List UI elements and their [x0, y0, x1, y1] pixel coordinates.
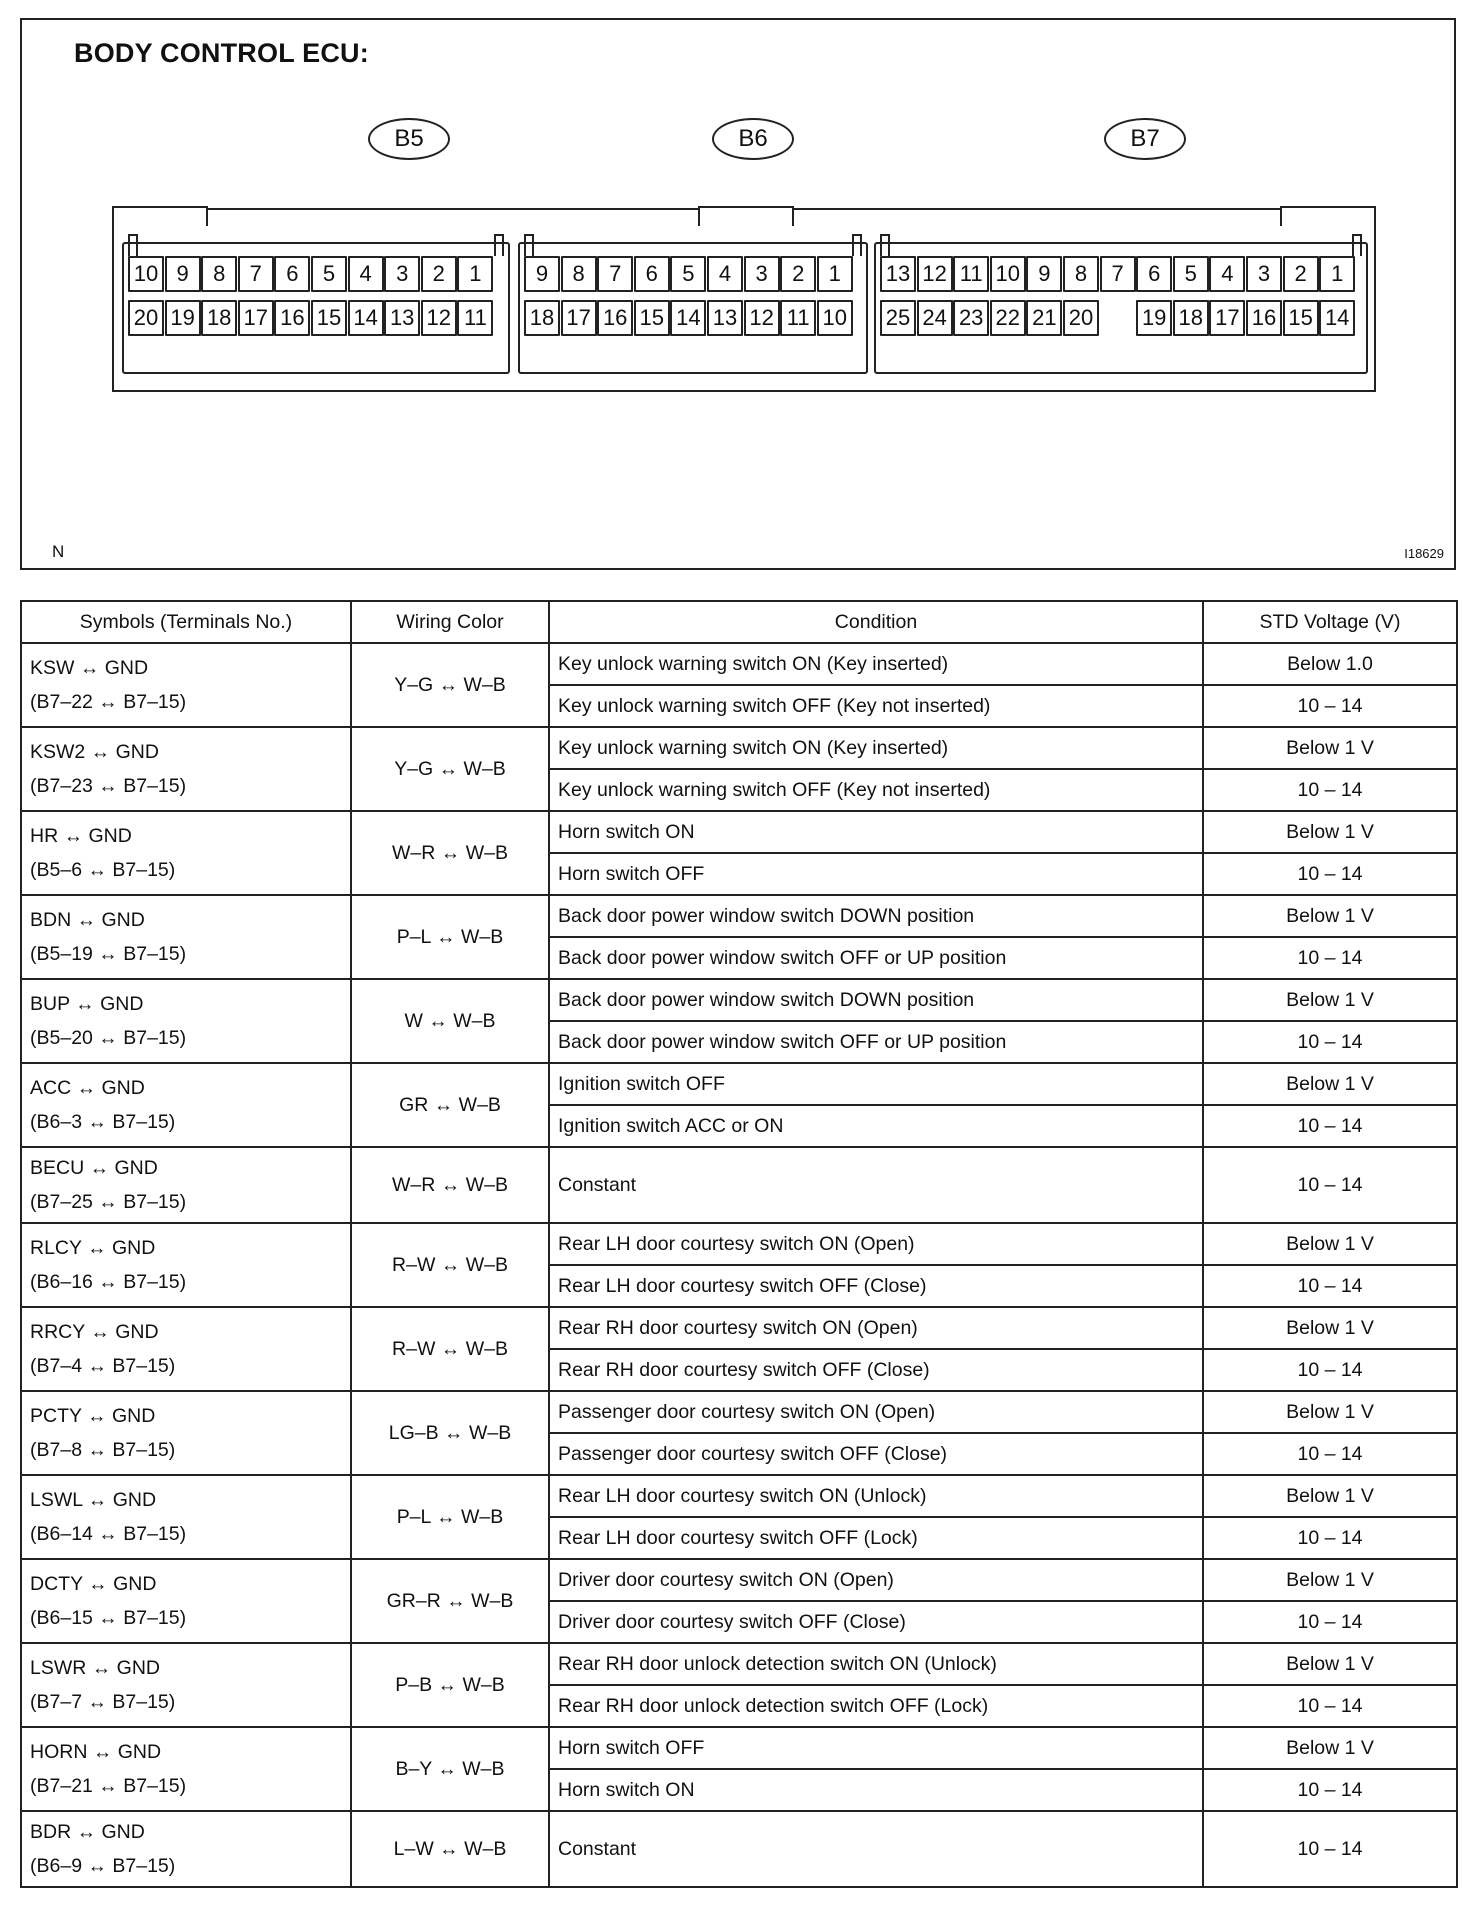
- pin-b7-25: 25: [880, 300, 916, 336]
- pin-b6-6: 6: [634, 256, 670, 292]
- cell-symbol: [21, 1307, 351, 1391]
- pin-b7-21: 21: [1026, 300, 1062, 336]
- cell-std-voltage: Below 1 V: [1203, 811, 1457, 853]
- cell-symbol: [21, 811, 351, 895]
- header-std-voltage: STD Voltage (V): [1203, 601, 1457, 643]
- pin-b5-20: 20: [128, 300, 164, 336]
- pin-b7-22: 22: [990, 300, 1026, 336]
- table-row: [21, 643, 1457, 685]
- table-row: [21, 1559, 1457, 1601]
- connector-label-b5: B5: [368, 118, 450, 160]
- figure-corner-label: N: [52, 542, 65, 561]
- table-row: [21, 1147, 1457, 1223]
- cell-wiring-color: W–R ↔ W–B: [351, 811, 549, 895]
- cell-std-voltage: 10 – 14: [1203, 1517, 1457, 1559]
- pin-b7-16: 16: [1246, 300, 1282, 336]
- pin-b6-13: 13: [707, 300, 743, 336]
- pin-b7-18: 18: [1173, 300, 1209, 336]
- pin-b6-10: 10: [817, 300, 853, 336]
- table-row: [21, 1727, 1457, 1769]
- cell-condition: Back door power window switch DOWN position: [549, 979, 1203, 1021]
- cell-wiring-color: W ↔ W–B: [351, 979, 549, 1063]
- terminal-numbers: (B6–16 ↔ B7–15): [30, 1271, 187, 1293]
- cell-std-voltage: 10 – 14: [1203, 1769, 1457, 1811]
- voltage-table: [20, 600, 1458, 1888]
- cell-condition: Rear RH door unlock detection switch ON (Unlock): [549, 1643, 1203, 1685]
- cell-condition: Passenger door courtesy switch OFF (Close): [549, 1433, 1203, 1475]
- cell-std-voltage: Below 1 V: [1203, 1727, 1457, 1769]
- cell-condition: Back door power window switch DOWN position: [549, 895, 1203, 937]
- pin-b7-15: 15: [1283, 300, 1319, 336]
- pin-b5-11: 11: [457, 300, 493, 336]
- pin-b7-13: 13: [880, 256, 916, 292]
- terminal-numbers: (B7–22 ↔ B7–15): [30, 691, 187, 713]
- cell-condition: Key unlock warning switch OFF (Key not inserted): [549, 769, 1203, 811]
- pin-b5-9: 9: [165, 256, 201, 292]
- table-header-row: [21, 601, 1457, 643]
- header-symbols: Symbols (Terminals No.): [21, 601, 351, 643]
- cell-condition: Constant: [549, 1147, 1203, 1223]
- pin-b6-18: 18: [524, 300, 560, 336]
- pin-b7-12: 12: [917, 256, 953, 292]
- cell-condition: Rear RH door courtesy switch OFF (Close): [549, 1349, 1203, 1391]
- pin-b6-1: 1: [817, 256, 853, 292]
- pin-b6-2: 2: [780, 256, 816, 292]
- pin-b5-6: 6: [274, 256, 310, 292]
- symbol-name: DCTY ↔ GND: [30, 1573, 157, 1595]
- symbol-name: BDN ↔ GND: [30, 909, 145, 931]
- pin-b7-4: 4: [1209, 256, 1245, 292]
- table-row: [21, 727, 1457, 769]
- header-wiring-color: Wiring Color: [351, 601, 549, 643]
- cell-condition: Back door power window switch OFF or UP position: [549, 1021, 1203, 1063]
- cell-symbol: [21, 895, 351, 979]
- cell-std-voltage: 10 – 14: [1203, 1433, 1457, 1475]
- cell-wiring-color: B–Y ↔ W–B: [351, 1727, 549, 1811]
- cell-std-voltage: 10 – 14: [1203, 1349, 1457, 1391]
- pin-b7-20: 20: [1063, 300, 1099, 336]
- pin-b5-2: 2: [421, 256, 457, 292]
- connector-b7: [874, 242, 1368, 374]
- pin-b5-4: 4: [348, 256, 384, 292]
- pin-b7-5: 5: [1173, 256, 1209, 292]
- cell-condition: Key unlock warning switch ON (Key inserted): [549, 643, 1203, 685]
- cell-condition: Horn switch ON: [549, 811, 1203, 853]
- connector-latch: [524, 234, 534, 256]
- cell-std-voltage: 10 – 14: [1203, 1021, 1457, 1063]
- pin-b6-8: 8: [561, 256, 597, 292]
- housing-tab-right: [1280, 206, 1376, 226]
- pin-b6-12: 12: [744, 300, 780, 336]
- pin-b6-5: 5: [670, 256, 706, 292]
- cell-wiring-color: GR–R ↔ W–B: [351, 1559, 549, 1643]
- connector-figure: [20, 18, 1456, 570]
- pin-b7-10: 10: [990, 256, 1026, 292]
- pin-b7-2: 2: [1283, 256, 1319, 292]
- connector-latch: [852, 234, 862, 256]
- cell-wiring-color: Y–G ↔ W–B: [351, 727, 549, 811]
- cell-symbol: [21, 1559, 351, 1643]
- pin-b6-11: 11: [780, 300, 816, 336]
- connector-latch: [128, 234, 138, 256]
- pin-b7-blank: [1100, 300, 1136, 336]
- connector-b5: [122, 242, 510, 374]
- figure-reference-code: I18629: [1404, 546, 1444, 561]
- cell-symbol: [21, 1727, 351, 1811]
- cell-condition: Key unlock warning switch ON (Key inserted): [549, 727, 1203, 769]
- pin-b6-16: 16: [597, 300, 633, 336]
- table-row: [21, 1391, 1457, 1433]
- pin-b6-4: 4: [707, 256, 743, 292]
- cell-condition: Rear LH door courtesy switch OFF (Lock): [549, 1517, 1203, 1559]
- symbol-name: RRCY ↔ GND: [30, 1321, 159, 1343]
- cell-condition: Rear LH door courtesy switch ON (Open): [549, 1223, 1203, 1265]
- cell-symbol: [21, 1223, 351, 1307]
- table-row: [21, 1307, 1457, 1349]
- cell-symbol: [21, 643, 351, 727]
- cell-std-voltage: Below 1 V: [1203, 1643, 1457, 1685]
- terminal-numbers: (B7–25 ↔ B7–15): [30, 1191, 187, 1213]
- pin-b5-5: 5: [311, 256, 347, 292]
- terminal-numbers: (B7–4 ↔ B7–15): [30, 1355, 176, 1377]
- cell-symbol: [21, 979, 351, 1063]
- cell-std-voltage: 10 – 14: [1203, 1685, 1457, 1727]
- cell-condition: Constant: [549, 1811, 1203, 1887]
- pin-b7-17: 17: [1209, 300, 1245, 336]
- table-row: [21, 979, 1457, 1021]
- cell-std-voltage: 10 – 14: [1203, 769, 1457, 811]
- cell-wiring-color: P–B ↔ W–B: [351, 1643, 549, 1727]
- symbol-name: HR ↔ GND: [30, 825, 132, 847]
- cell-std-voltage: Below 1.0: [1203, 643, 1457, 685]
- table-row: [21, 895, 1457, 937]
- cell-std-voltage: 10 – 14: [1203, 1601, 1457, 1643]
- terminal-numbers: (B7–7 ↔ B7–15): [30, 1691, 176, 1713]
- cell-condition: Ignition switch OFF: [549, 1063, 1203, 1105]
- cell-std-voltage: 10 – 14: [1203, 937, 1457, 979]
- table-row: [21, 811, 1457, 853]
- terminal-numbers: (B6–14 ↔ B7–15): [30, 1523, 187, 1545]
- cell-symbol: [21, 1811, 351, 1887]
- cell-std-voltage: Below 1 V: [1203, 1475, 1457, 1517]
- pin-b5-8: 8: [201, 256, 237, 292]
- cell-std-voltage: 10 – 14: [1203, 1147, 1457, 1223]
- cell-wiring-color: Y–G ↔ W–B: [351, 643, 549, 727]
- terminal-numbers: (B6–9 ↔ B7–15): [30, 1855, 176, 1877]
- symbol-name: LSWL ↔ GND: [30, 1489, 157, 1511]
- pin-b6-14: 14: [670, 300, 706, 336]
- cell-wiring-color: W–R ↔ W–B: [351, 1147, 549, 1223]
- pin-b5-13: 13: [384, 300, 420, 336]
- cell-symbol: [21, 1391, 351, 1475]
- symbol-name: RLCY ↔ GND: [30, 1237, 156, 1259]
- connector-latch: [880, 234, 890, 256]
- symbol-name: PCTY ↔ GND: [30, 1405, 156, 1427]
- pin-b6-7: 7: [597, 256, 633, 292]
- housing-tab-center: [698, 206, 794, 226]
- pin-b7-24: 24: [917, 300, 953, 336]
- pin-b7-23: 23: [953, 300, 989, 336]
- table-row: [21, 1223, 1457, 1265]
- pin-b5-7: 7: [238, 256, 274, 292]
- cell-std-voltage: 10 – 14: [1203, 685, 1457, 727]
- figure-title: BODY CONTROL ECU:: [74, 38, 369, 68]
- cell-symbol: [21, 1475, 351, 1559]
- pin-b5-12: 12: [421, 300, 457, 336]
- symbol-name: KSW2 ↔ GND: [30, 741, 159, 763]
- pin-b5-3: 3: [384, 256, 420, 292]
- pin-b6-15: 15: [634, 300, 670, 336]
- table-row: [21, 1475, 1457, 1517]
- cell-wiring-color: L–W ↔ W–B: [351, 1811, 549, 1887]
- cell-symbol: [21, 1147, 351, 1223]
- terminal-numbers: (B7–21 ↔ B7–15): [30, 1775, 187, 1797]
- cell-wiring-color: R–W ↔ W–B: [351, 1307, 549, 1391]
- connector-latch: [494, 234, 504, 256]
- pin-b6-3: 3: [744, 256, 780, 292]
- pin-b7-7: 7: [1100, 256, 1136, 292]
- terminal-numbers: (B5–19 ↔ B7–15): [30, 943, 187, 965]
- connector-label-b7: B7: [1104, 118, 1186, 160]
- pin-b5-10: 10: [128, 256, 164, 292]
- cell-wiring-color: R–W ↔ W–B: [351, 1223, 549, 1307]
- symbol-name: BECU ↔ GND: [30, 1157, 158, 1179]
- terminal-numbers: (B6–15 ↔ B7–15): [30, 1607, 187, 1629]
- cell-wiring-color: LG–B ↔ W–B: [351, 1391, 549, 1475]
- cell-condition: Horn switch OFF: [549, 853, 1203, 895]
- cell-condition: Rear RH door courtesy switch ON (Open): [549, 1307, 1203, 1349]
- cell-std-voltage: Below 1 V: [1203, 1307, 1457, 1349]
- terminal-numbers: (B7–8 ↔ B7–15): [30, 1439, 176, 1461]
- pin-b5-1: 1: [457, 256, 493, 292]
- cell-condition: Back door power window switch OFF or UP position: [549, 937, 1203, 979]
- cell-std-voltage: Below 1 V: [1203, 1559, 1457, 1601]
- symbol-name: ACC ↔ GND: [30, 1077, 145, 1099]
- symbol-name: LSWR ↔ GND: [30, 1657, 161, 1679]
- terminal-numbers: (B5–20 ↔ B7–15): [30, 1027, 187, 1049]
- connector-latch: [1352, 234, 1362, 256]
- pin-b7-9: 9: [1026, 256, 1062, 292]
- cell-condition: Ignition switch ACC or ON: [549, 1105, 1203, 1147]
- cell-std-voltage: 10 – 14: [1203, 853, 1457, 895]
- cell-condition: Passenger door courtesy switch ON (Open): [549, 1391, 1203, 1433]
- cell-wiring-color: P–L ↔ W–B: [351, 1475, 549, 1559]
- cell-std-voltage: 10 – 14: [1203, 1811, 1457, 1887]
- pin-b5-16: 16: [274, 300, 310, 336]
- connector-b6: [518, 242, 868, 374]
- cell-condition: Driver door courtesy switch ON (Open): [549, 1559, 1203, 1601]
- cell-condition: Rear RH door unlock detection switch OFF (Lock): [549, 1685, 1203, 1727]
- pin-b7-14: 14: [1319, 300, 1355, 336]
- pin-b5-17: 17: [238, 300, 274, 336]
- cell-condition: Horn switch ON: [549, 1769, 1203, 1811]
- cell-std-voltage: 10 – 14: [1203, 1265, 1457, 1307]
- pin-b7-11: 11: [953, 256, 989, 292]
- terminal-numbers: (B5–6 ↔ B7–15): [30, 859, 176, 881]
- pin-b7-1: 1: [1319, 256, 1355, 292]
- cell-wiring-color: GR ↔ W–B: [351, 1063, 549, 1147]
- pin-b7-3: 3: [1246, 256, 1282, 292]
- pin-b5-15: 15: [311, 300, 347, 336]
- cell-std-voltage: Below 1 V: [1203, 727, 1457, 769]
- terminal-numbers: (B6–3 ↔ B7–15): [30, 1111, 176, 1133]
- cell-symbol: [21, 1643, 351, 1727]
- cell-condition: Driver door courtesy switch OFF (Close): [549, 1601, 1203, 1643]
- cell-condition: Rear LH door courtesy switch OFF (Close): [549, 1265, 1203, 1307]
- table-body: [21, 643, 1457, 1887]
- table-row: [21, 1811, 1457, 1887]
- housing-tab-left: [112, 206, 208, 226]
- header-condition: Condition: [549, 601, 1203, 643]
- pin-b7-19: 19: [1136, 300, 1172, 336]
- cell-symbol: [21, 1063, 351, 1147]
- connector-label-b6: B6: [712, 118, 794, 160]
- cell-condition: Rear LH door courtesy switch ON (Unlock): [549, 1475, 1203, 1517]
- cell-symbol: [21, 727, 351, 811]
- cell-wiring-color: P–L ↔ W–B: [351, 895, 549, 979]
- pin-b6-9: 9: [524, 256, 560, 292]
- pin-b5-19: 19: [165, 300, 201, 336]
- table-row: [21, 1643, 1457, 1685]
- pin-b7-6: 6: [1136, 256, 1172, 292]
- cell-condition: Key unlock warning switch OFF (Key not inserted): [549, 685, 1203, 727]
- symbol-name: BUP ↔ GND: [30, 993, 144, 1015]
- cell-std-voltage: Below 1 V: [1203, 895, 1457, 937]
- pin-b6-17: 17: [561, 300, 597, 336]
- cell-condition: Horn switch OFF: [549, 1727, 1203, 1769]
- cell-std-voltage: 10 – 14: [1203, 1105, 1457, 1147]
- symbol-name: KSW ↔ GND: [30, 657, 149, 679]
- symbol-name: HORN ↔ GND: [30, 1741, 162, 1763]
- pin-b5-14: 14: [348, 300, 384, 336]
- cell-std-voltage: Below 1 V: [1203, 1063, 1457, 1105]
- pin-b5-18: 18: [201, 300, 237, 336]
- cell-std-voltage: Below 1 V: [1203, 979, 1457, 1021]
- pin-b7-8: 8: [1063, 256, 1099, 292]
- cell-std-voltage: Below 1 V: [1203, 1223, 1457, 1265]
- terminal-numbers: (B7–23 ↔ B7–15): [30, 775, 187, 797]
- cell-std-voltage: Below 1 V: [1203, 1391, 1457, 1433]
- symbol-name: BDR ↔ GND: [30, 1821, 145, 1843]
- table-row: [21, 1063, 1457, 1105]
